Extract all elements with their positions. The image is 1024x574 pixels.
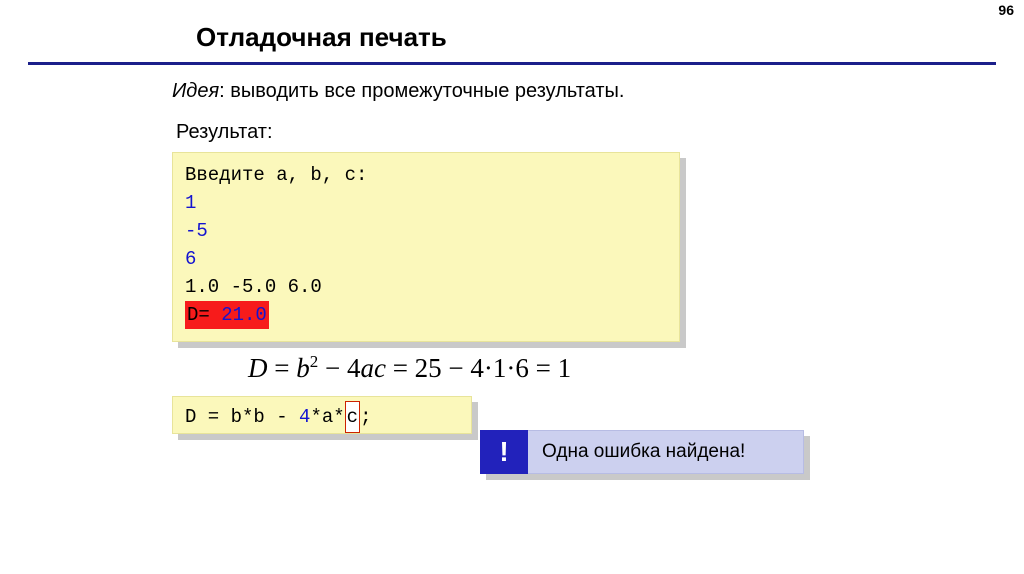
formula-ac: ac	[360, 353, 386, 383]
formula-minus: − 4	[318, 353, 361, 383]
code-coefficient: 4	[299, 406, 311, 428]
idea-label: Идея	[172, 80, 220, 102]
console-line: 1	[185, 192, 197, 214]
console-output-box	[172, 152, 680, 342]
callout-text: Одна ошибка найдена!	[542, 441, 746, 462]
code-boxed-variable: c	[345, 401, 360, 433]
idea-text: : выводить все промежуточные результаты.	[219, 80, 625, 102]
code-prefix: D = b*b -	[185, 406, 300, 428]
discriminant-prefix: D=	[187, 304, 222, 326]
formula-tail: = 25 − 4·1·6 = 1	[385, 353, 572, 383]
console-line: 6	[185, 248, 197, 270]
title-divider	[28, 62, 996, 65]
discriminant-highlight	[185, 301, 269, 329]
formula-exponent: 2	[309, 352, 319, 371]
result-label: Результат:	[176, 121, 273, 143]
code-line	[185, 401, 471, 433]
idea-line	[172, 80, 624, 103]
slide-number: 96	[998, 2, 1014, 18]
console-line: 1.0 -5.0 6.0	[185, 276, 322, 298]
code-suffix: ;	[360, 406, 372, 428]
console-line: Введите a, b, c:	[185, 164, 368, 186]
exclamation-icon: !	[480, 430, 528, 474]
code-snippet-box	[172, 396, 472, 434]
console-line-highlighted	[185, 301, 679, 329]
formula-eq1: =	[267, 353, 297, 383]
formula-b: b	[296, 353, 310, 383]
error-callout	[480, 430, 804, 474]
page-title: Отладочная печать	[196, 22, 447, 52]
formula-lhs: D	[248, 353, 268, 383]
code-mid: *a*	[310, 406, 345, 428]
math-formula	[248, 352, 571, 384]
console-line: -5	[185, 220, 208, 242]
discriminant-value: 21.0	[221, 304, 267, 326]
